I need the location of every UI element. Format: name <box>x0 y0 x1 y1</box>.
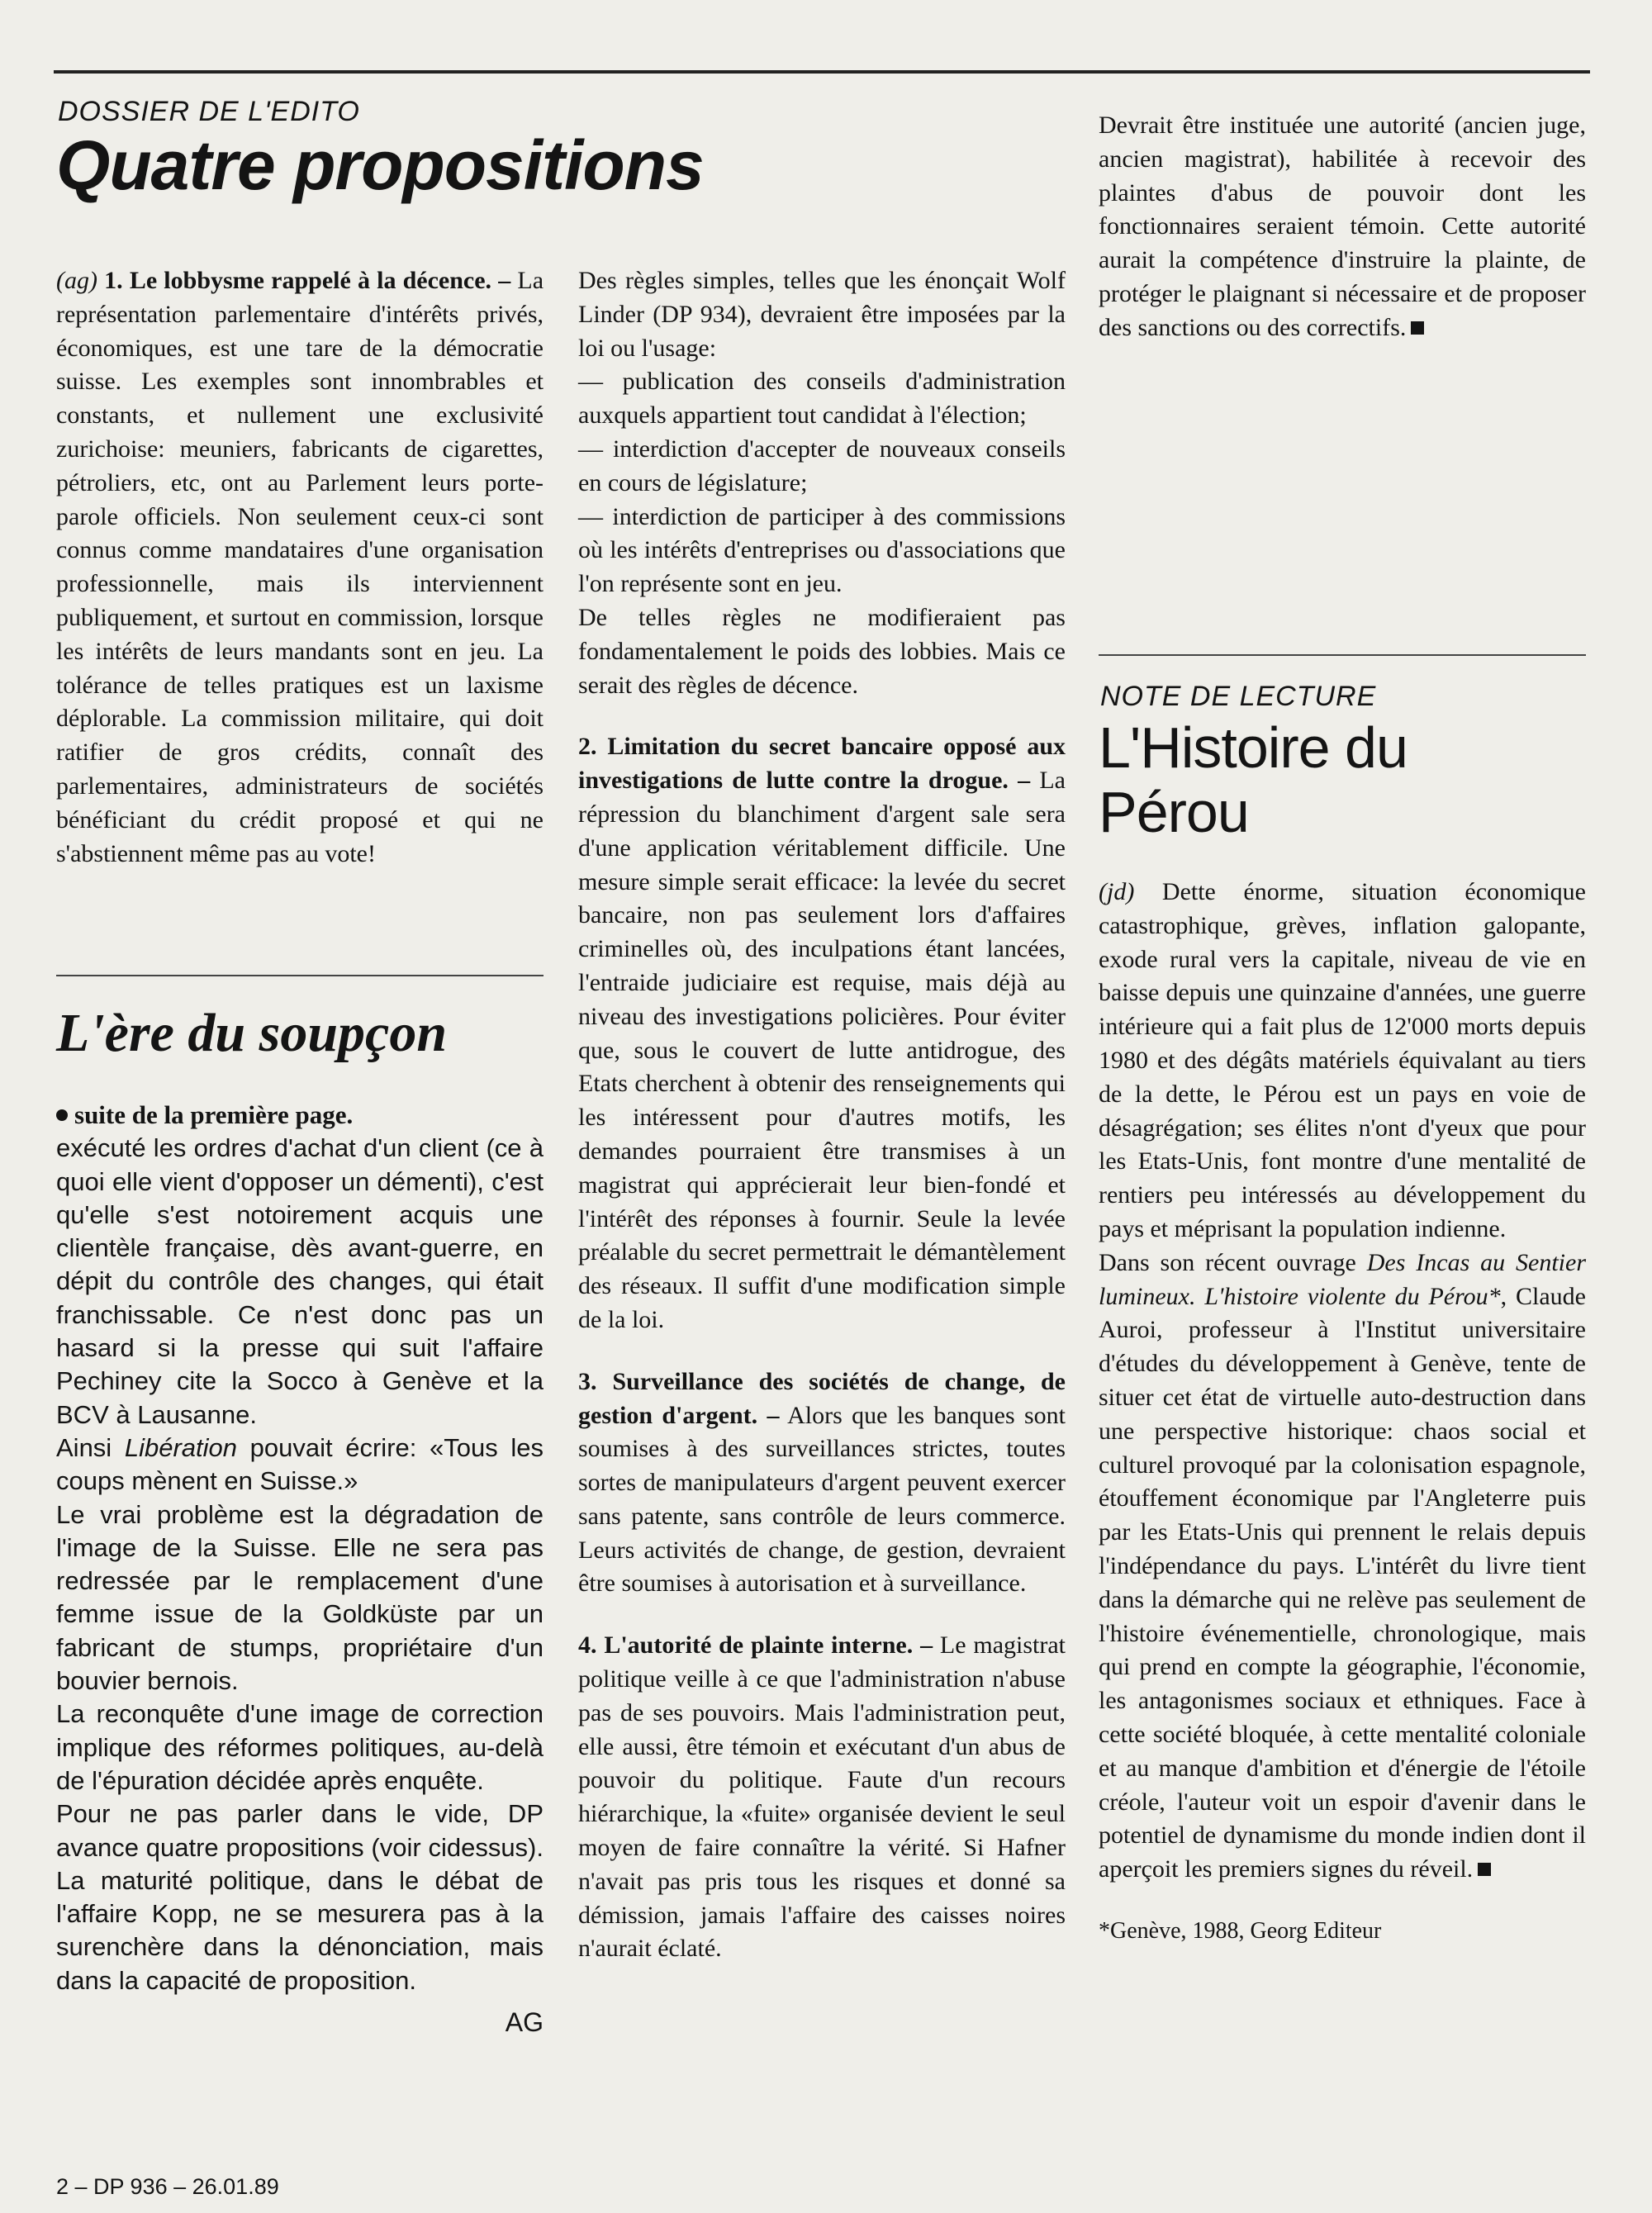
soupcon-signature: AG <box>505 2007 544 2038</box>
dossier-column-2 <box>578 264 1066 1966</box>
page-folio: 2 – DP 936 – 26.01.89 <box>56 2174 279 2199</box>
note-footnote: *Genève, 1988, Georg Editeur <box>1099 1917 1382 1944</box>
dossier-rule-1: — publication des conseils d'administration auxquels appartient tout candidat à l'élection; <box>578 368 1066 430</box>
end-mark-icon <box>1478 1863 1491 1876</box>
dossier-kicker: DOSSIER DE L'EDITO <box>58 96 360 127</box>
dossier-section-3: 3. Surveillance des sociétés de change, de gestion d'argent. – Alors que les banques sont soumises à des surveillances strictes, toutes sortes de manipulateurs d'argent peuvent exercer sans patente, sans contrôle de leurs commerce. Leurs activités de change, de gestion, devraient être soumises à autorisation et à surveillance. <box>578 1367 1066 1598</box>
top-rule <box>54 70 1590 74</box>
note-paragraph-2: Dans son récent ouvrage Des Incas au Sentier lumineux. L'histoire violente du Pérou*, Claude Auroi, professeur à l'Institut universitaire d'études du développement à Genève, tente de situer cet état de virtuelle auto-destruction dans une perspective historique: chaos social et culturel provoqué par la colonisation espagnole, étouffement économique par l'Angleterre puis par les Etats-Unis qui prennent le relais depuis l'indépendance du pays. L'intérêt du livre tient dans la démarche qui ne relève pas seulement de l'histoire événementielle, chronologique, mais qui prend en compte la géographie, l'économie, les antagonismes sociaux et ethniques. Face à cette société bloquée, à cette mentalité coloniale et au manque d'ambition et d'énergie de l'étoile créole, l'auteur voit un espoir d'avenir dans le potentiel de dynamisme du monde indien dont il aperçoit les premiers signes du réveil. <box>1099 1248 1586 1883</box>
dossier-column-3 <box>1099 109 1586 345</box>
end-mark-icon <box>1411 321 1424 335</box>
column-3-divider <box>1099 654 1586 656</box>
author-tag: (ag) <box>56 267 97 294</box>
section-1-lead: 1. Le lobbysme rappelé à la décence. – <box>104 267 511 294</box>
soupcon-column <box>56 1099 544 2039</box>
dossier-section-4: 4. L'autorité de plainte interne. – Le magistrat politique veille à ce que l'administration n'abuse pas de ses pouvoirs. Mais l'administration peut, elle aussi, être témoin et exécutant d'un abus de pouvoir du politique. Faute d'un recours hiérarchique, la «fuite» organisée devient le seul moyen de faire connaître la vérité. Si Hafner n'avait pas pris tous les risques et donné sa démission, jamais l'affaire des caisses noires n'aurait éclaté. <box>578 1631 1066 1963</box>
soupcon-headline: L'ère du soupçon <box>56 1003 448 1063</box>
dossier-column-1 <box>56 264 544 871</box>
soupcon-paragraph-1: exécuté les ordres d'achat d'un client (ce à quoi elle vient d'opposer un démenti), c'est qu'elle s'est notoirement acquis une clientèle française, dès avant-guerre, en dépit du contrôle des changes, qui était franchissable. Ce n'est donc pas un hasard si la presse qui suit l'affaire Pechiney cite la Socco à Genève et la BCV à Lausanne. <box>56 1133 544 1429</box>
dossier-section-2: 2. Limitation du secret bancaire opposé aux investigations de lutte contre la drogue. – La répression du blanchiment d'argent sale sera d'une application véritablement difficile. Une mesure simple serait efficace: la levée du secret bancaire, non pas seulement lors d'affaires criminelles où, des inculpations étant lancées, l'entraide judiciaire est requise, mais déjà au niveau des investigations policières. Pour éviter que, sous le couvert de lutte antidrogue, des Etats cherchent à obtenir des renseignements qui les intéressent pour d'autres motifs, les demandes pourraient être transmises à un magistrat qui apprécierait leur bien-fondé et l'intérêt des réponses à fournir. Seule la levée préalable du secret permettrait le démantèlement des réseaux. Il suffit d'une modification simple de la loi. <box>578 733 1066 1333</box>
dossier-rule-3: — interdiction de participer à des commissions où les intérêts d'entreprises ou d'associations que l'on représente sont en jeu. <box>578 502 1066 598</box>
bullet-icon <box>56 1109 68 1121</box>
dossier-rules-conclusion: De telles règles ne modifieraient pas fondamentalement le poids des lobbies. Mais ce serait des règles de décence. <box>578 603 1066 699</box>
soupcon-paragraph-5: Pour ne pas parler dans le vide, DP avance quatre propositions (voir cidessus). La maturité politique, dans le débat de l'affaire Kopp, ne se mesurera pas à la surenchère dans la dénonciation, mais dans la capacité de proposition. <box>56 1799 544 1995</box>
soupcon-paragraph-2: Ainsi Libération pouvait écrire: «Tous les coups mènent en Suisse.» <box>56 1432 544 1496</box>
note-headline: L'Histoire du Pérou <box>1099 715 1408 844</box>
soupcon-paragraph-3: Le vrai problème est la dégradation de l'image de la Suisse. Elle ne sera pas redressée par le remplacement d'une femme issue de la Goldküste par un fabricant de stumps, propriétaire d'un bouvier bernois. <box>56 1499 544 1696</box>
soupcon-suite: suite de la première page. <box>56 1099 544 1132</box>
dossier-rules-intro: Des règles simples, telles que les énonçait Wolf Linder (DP 934), devraient être imposées par la loi ou l'usage: <box>578 267 1066 362</box>
note-paragraph-1: (jd) Dette énorme, situation économique catastrophique, grèves, inflation galopante, exode rural vers la capitale, niveau de vie en baisse depuis une quinzaine d'années, une guerre intérieure qui a fait plus de 12'000 morts depuis 1980 et des dégâts matériels équivalant au tiers de la dette, le Pérou est un pays en voie de désagrégation; ses élites n'ont d'yeux que pour les Etats-Unis, font montre d'une mentalité de rentiers peu intéressés au développement du pays et méprisant la population indienne. <box>1099 878 1586 1242</box>
section-1-text: La représentation parlementaire d'intérêts privés, économiques, est une tare de la démocratie suisse. Les exemples sont innombrables et constants, et nullement une exclusivité zurichoise: meuniers, fabricants de cigarettes, pétroliers, etc, ont au Parlement leurs porte-parole officiels. Non seulement ceux-ci sont connus comme mandataires d'une organisation professionnelle, mais ils interviennent publiquement, et surtout en commission, lorsque les intérêts de leurs mandants sont en jeu. La tolérance de telles pratiques est un laxisme déplorable. La commission militaire, qui doit ratifier de gros crédits, connaît des parlementaires, administrateurs de sociétés bénéficiant du crédit proposé et qui ne s'abstiennent même pas au vote! <box>56 267 544 867</box>
note-kicker: NOTE DE LECTURE <box>1100 681 1377 712</box>
dossier-section-4-paragraph-2: Devrait être instituée une autorité (ancien juge, ancien magistrat), habilitée à recevoir des plaintes d'abus de pouvoir dont les fonctionnaires seraient témoin. Cette autorité aurait la compétence d'instruire la plainte, de protéger le plaignant si nécessaire et de proposer des sanctions ou des correctifs. <box>1099 112 1586 341</box>
dossier-headline: Quatre propositions <box>56 126 704 204</box>
column-1-divider <box>56 975 544 976</box>
dossier-rule-2: — interdiction d'accepter de nouveaux conseils en cours de législature; <box>578 435 1066 496</box>
dossier-paragraph-1 <box>56 264 544 871</box>
soupcon-paragraph-4: La reconquête d'une image de correction implique des réformes politiques, au-delà de l'épuration décidée après enquête. <box>56 1699 544 1795</box>
note-column <box>1099 876 1586 1949</box>
